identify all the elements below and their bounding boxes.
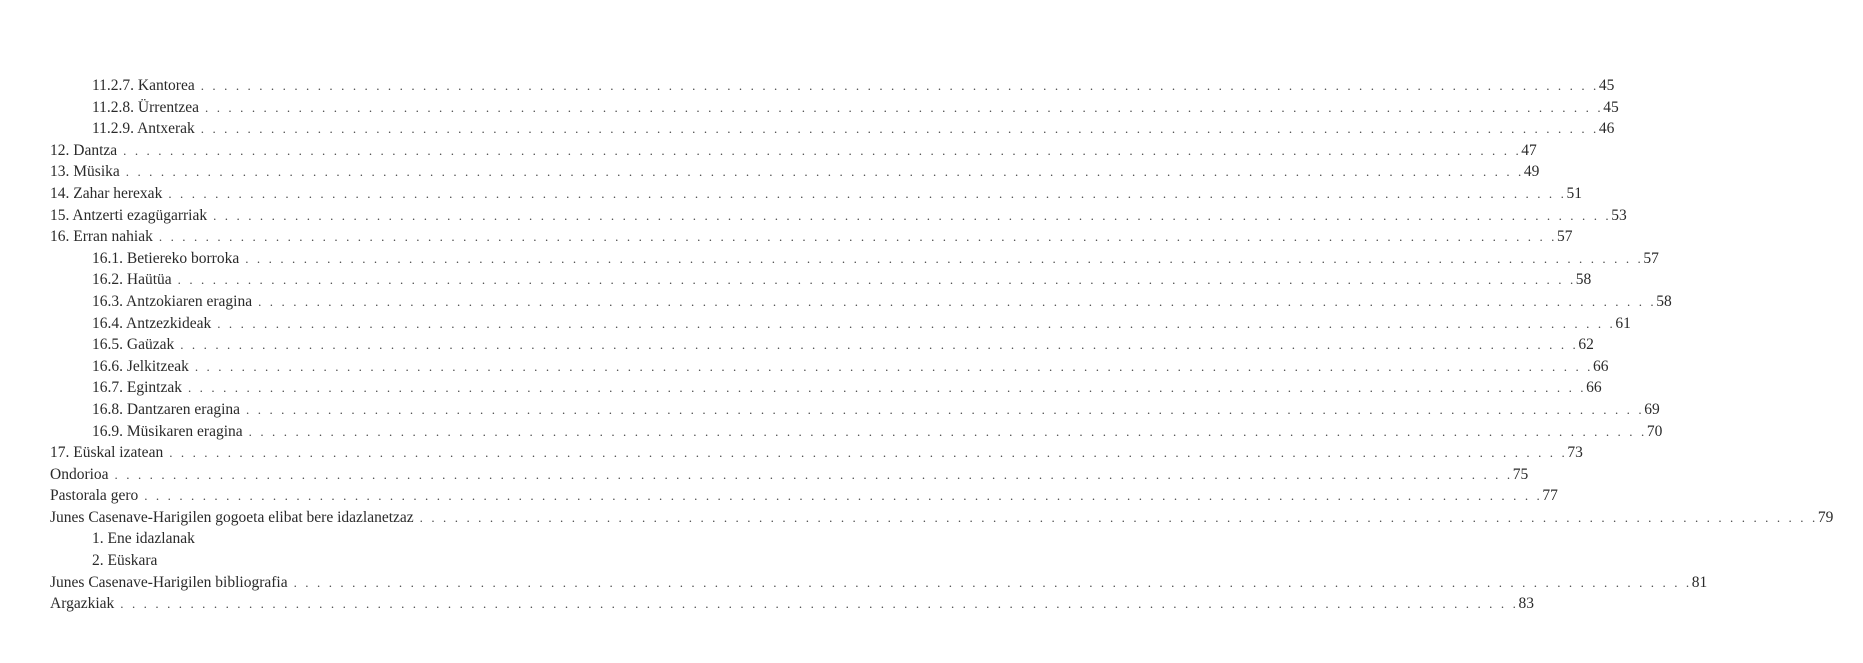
toc-leader-dots: . . . . . . . . . . . . . . . . . . . . . . . . . . . . . . . . . . . . . . . . . . . . . . . . . . . . . . . . . . . . . . . . . . . . . . . . . . . . . . . . . . . . . . . . . . . . . . . . . . . . . . . . . . . . . . . . . . . . . . . . — [200, 121, 1599, 137]
toc-entry-page: 49 — [1523, 163, 1540, 181]
toc-entry — [0, 421, 1663, 443]
toc-entry — [0, 356, 1609, 378]
toc-entry — [0, 183, 1582, 205]
toc-leader-dots: . . . . . . . . . . . . . . . . . . . . . . . . . . . . . . . . . . . . . . . . . . . . . . . . . . . . . . . . . . . . . . . . . . . . . . . . . . . . . . . . . . . . . . . . . . . . . . . . . . . . . . . . . . . . . . . . . . . . . . . . — [293, 574, 1692, 590]
toc-entry — [0, 75, 1615, 97]
toc-entry-page: 73 — [1567, 444, 1583, 462]
toc-entry-page: 66 — [1593, 357, 1609, 375]
toc-leader-dots: . . . . . . . . . . . . . . . . . . . . . . . . . . . . . . . . . . . . . . . . . . . . . . . . . . . . . . . . . . . . . . . . . . . . . . . . . . . . . . . . . . . . . . . . . . . . . . . . . . . . . . . . . . . . . . . . . . . . . . . . — [169, 445, 1568, 461]
toc-leader-dots: . . . . . . . . . . . . . . . . . . . . . . . . . . . . . . . . . . . . . . . . . . . . . . . . . . . . . . . . . . . . . . . . . . . . . . . . . . . . . . . . . . . . . . . . . . . . . . . . . . . . . . . . . . . . . . . . . . . . . . . . — [246, 401, 1645, 417]
toc-leader-dots: . . . . . . . . . . . . . . . . . . . . . . . . . . . . . . . . . . . . . . . . . . . . . . . . . . . . . . . . . . . . . . . . . . . . . . . . . . . . . . . . . . . . . . . . . . . . . . . . . . . . . . . . . . . . . . . . . . . . . . . . — [258, 293, 1657, 309]
toc-entry-title: 16.4. Antzezkideak — [92, 314, 212, 332]
toc-entry — [0, 269, 1592, 291]
toc-entry — [0, 226, 1573, 248]
toc-entry-title: 16.3. Antzokiaren eragina — [92, 292, 253, 310]
toc-entry-title: 11.2.9. Antxerak — [92, 120, 195, 138]
toc-leader-dots: . . . . . . . . . . . . . . . . . . . . . . . . . . . . . . . . . . . . . . . . . . . . . . . . . . . . . . . . . . . . . . . . . . . . . . . . . . . . . . . . . . . . . . . . . . . . . . . . . . . . . . . . . . . . . . . . . . . . . . . . — [205, 99, 1604, 115]
toc-entry-title: 12. Dantza — [50, 141, 118, 159]
toc-entry-page: 61 — [1615, 314, 1631, 332]
toc-leader-dots: . . . . . . . . . . . . . . . . . . . . . . . . . . . . . . . . . . . . . . . . . . . . . . . . . . . . . . . . . . . . . . . . . . . . . . . . . . . . . . . . . . . . . . . . . . . . . . . . . . . . . . . . . . . . . . . . . . . . . . . . — [248, 423, 1647, 439]
toc-entry-page: 46 — [1598, 120, 1615, 138]
toc-leader-dots: . . . . . . . . . . . . . . . . . . . . . . . . . . . . . . . . . . . . . . . . . . . . . . . . . . . . . . . . . . . . . . . . . . . . . . . . . . . . . . . . . . . . . . . . . . . . . . . . . . . . . . . . . . . . . . . . . . . . . . . . — [213, 207, 1612, 223]
toc-entry — [0, 313, 1631, 335]
toc-entry-page: 58 — [1575, 271, 1592, 289]
toc-entry — [0, 377, 1602, 399]
toc-entry-title: 15. Antzerti ezagügarriak — [50, 206, 208, 224]
toc-leader-dots: . . . . . . . . . . . . . . . . . . . . . . . . . . . . . . . . . . . . . . . . . . . . . . . . . . . . . . . . . . . . . . . . . . . . . . . . . . . . . . . . . . . . . . . . . . . . . . . . . . . . . . . . . . . . . . . . . . . . . . . . — [177, 272, 1576, 288]
toc-entry-title: Junes Casenave-Harigilen gogoeta elibat bere idazlanetzaz — [50, 508, 414, 526]
toc-entry — [0, 334, 1594, 356]
toc-entry-page: 47 — [1521, 141, 1537, 159]
toc-entry-title: 17. Eüskal izatean — [50, 444, 164, 462]
toc-leader-dots: . . . . . . . . . . . . . . . . . . . . . . . . . . . . . . . . . . . . . . . . . . . . . . . . . . . . . . . . . . . . . . . . . . . . . . . . . . . . . . . . . . . . . . . . . . . . . . . . . . . . . . . . . . . . . . . . . . . . . . . . — [168, 185, 1567, 201]
toc-entry-title: 16.2. Haütüa — [92, 271, 172, 289]
toc-entry — [0, 550, 600, 572]
toc-entry-page: 79 — [1817, 508, 1834, 526]
toc-entry-title: Pastorala gero — [50, 487, 139, 505]
toc-entry-page: 70 — [1646, 422, 1663, 440]
toc-entry-title: 16.8. Dantzaren eragina — [92, 400, 241, 418]
toc-entry-title: 14. Zahar herexak — [50, 184, 163, 202]
toc-entry-page: 57 — [1643, 249, 1659, 267]
toc-entry-title: Junes Casenave-Harigilen bibliografia — [50, 573, 288, 591]
toc-entry — [0, 248, 1659, 270]
toc-entry — [0, 593, 1534, 615]
toc-entry — [0, 161, 1540, 183]
toc-leader-dots: . . . . . . . . . . . . . . . . . . . . . . . . . . . . . . . . . . . . . . . . . . . . . . . . . . . . . . . . . . . . . . . . . . . . . . . . . . . . . . . . . . . . . . . . . . . . . . . . . . . . . . . . . . . . . . . . . . . . . . . . — [120, 596, 1519, 612]
toc-entry-title: Argazkiak — [50, 595, 115, 613]
toc-entry — [0, 528, 600, 550]
toc-leader-dots: . . . . . . . . . . . . . . . . . . . . . . . . . . . . . . . . . . . . . . . . . . . . . . . . . . . . . . . . . . . . . . . . . . . . . . . . . . . . . . . . . . . . . . . . . . . . . . . . . . . . . . . . . . . . . . . . . . . . . . . . — [194, 358, 1594, 374]
toc-entry-page: 57 — [1557, 228, 1573, 246]
toc-entry-title: 13. Müsika — [50, 163, 120, 181]
toc-entry — [0, 399, 1660, 421]
toc-leader-dots: . . . . . . . . . . . . . . . . . . . . . . . . . . . . . . . . . . . . . . . . . . . . . . . . . . . . . . . . . . . . . . . . . . . . . . . . . . . . . . . . . . . . . . . . . . . . . . . . . . . . . . . . . . . . . . . . . . . . . . . . — [187, 380, 1587, 396]
toc-leader-dots: . . . . . . . . . . . . . . . . . . . . . . . . . . . . . . . . . . . . . . . . . . . . . . . . . . . . . . . . . . . . . . . . . . . . . . . . . . . . . . . . . . . . . . . . . . . . . . . . . . . . . . . . . . . . . . . . . . . . . . . . — [123, 142, 1522, 158]
toc-entry — [0, 464, 1529, 486]
toc-entry-title: Ondorioa — [50, 465, 109, 483]
toc-entry-title: 16.1. Betiereko borroka — [92, 249, 240, 267]
toc-entry-page: 62 — [1578, 336, 1594, 354]
toc-entry-page: 81 — [1691, 573, 1708, 591]
toc-entry-page: 51 — [1566, 184, 1582, 202]
toc-entry-page: 77 — [1542, 487, 1558, 505]
toc-entry-page: 75 — [1512, 465, 1529, 483]
toc-entry-title: 16.7. Egintzak — [92, 379, 182, 397]
toc-entry-title: 16.6. Jelkitzeak — [92, 357, 189, 375]
toc-entry-title: 1. Ene idazlanak — [92, 530, 195, 548]
toc-entry-title: 16. Erran nahiak — [50, 228, 153, 246]
toc-entry — [0, 291, 1672, 313]
toc-entry-title: 11.2.8. Ürrentzea — [92, 98, 200, 116]
toc-entry — [0, 485, 1558, 507]
toc-entry — [0, 572, 1708, 594]
toc-leader-dots: . . . . . . . . . . . . . . . . . . . . . . . . . . . . . . . . . . . . . . . . . . . . . . . . . . . . . . . . . . . . . . . . . . . . . . . . . . . . . . . . . . . . . . . . . . . . . . . . . . . . . . . . . . . . . . . . . . . . . . . . — [114, 466, 1513, 482]
toc-entry-title: 16.5. Gaüzak — [92, 336, 175, 354]
toc-entry-page: 53 — [1611, 206, 1627, 224]
toc-entry-title: 11.2.7. Kantorea — [92, 77, 195, 94]
toc-leader-dots: . . . . . . . . . . . . . . . . . . . . . . . . . . . . . . . . . . . . . . . . . . . . . . . . . . . . . . . . . . . . . . . . . . . . . . . . . . . . . . . . . . . . . . . . . . . . . . . . . . . . . . . . . . . . . . . . . . . . . . . . — [245, 250, 1644, 266]
toc-entry — [0, 140, 1537, 162]
toc-leader-dots: . . . . . . . . . . . . . . . . . . . . . . . . . . . . . . . . . . . . . . . . . . . . . . . . . . . . . . . . . . . . . . . . . . . . . . . . . . . . . . . . . . . . . . . . . . . . . . . . . . . . . . . . . . . . . . . . . . . . . . . . — [200, 78, 1599, 93]
toc-leader-dots: . . . . . . . . . . . . . . . . . . . . . . . . . . . . . . . . . . . . . . . . . . . . . . . . . . . . . . . . . . . . . . . . . . . . . . . . . . . . . . . . . . . . . . . . . . . . . . . . . . . . . . . . . . . . . . . . . . . . . . . . — [180, 337, 1579, 353]
toc-entry — [0, 507, 1834, 529]
toc-leader-dots: . . . . . . . . . . . . . . . . . . . . . . . . . . . . . . . . . . . . . . . . . . . . . . . . . . . . . . . . . . . . . . . . . . . . . . . . . . . . . . . . . . . . . . . . . . . . . . . . . . . . . . . . . . . . . . . . . . . . . . . . — [419, 509, 1818, 525]
toc-entry — [0, 205, 1627, 227]
toc-entry-page: 45 — [1603, 98, 1619, 116]
toc-entry-title: 2. Eüskara — [92, 552, 158, 570]
toc-entry-page: 66 — [1586, 379, 1602, 397]
toc-leader-dots: . . . . . . . . . . . . . . . . . . . . . . . . . . . . . . . . . . . . . . . . . . . . . . . . . . . . . . . . . . . . . . . . . . . . . . . . . . . . . . . . . . . . . . . . . . . . . . . . . . . . . . . . . . . . . . . . . . . . . . . . — [158, 229, 1558, 245]
toc-leader-dots: . . . . . . . . . . . . . . . . . . . . . . . . . . . . . . . . . . . . . . . . . . . . . . . . . . . . . . . . . . . . . . . . . . . . . . . . . . . . . . . . . . . . . . . . . . . . . . . . . . . . . . . . . . . . . . . . . . . . . . . . — [125, 164, 1524, 180]
toc-entry-page: 58 — [1656, 292, 1672, 310]
toc-entry-page: 45 — [1598, 77, 1615, 94]
toc-entry — [0, 442, 1583, 464]
toc-entry — [0, 118, 1615, 140]
toc-entry-page: 69 — [1644, 400, 1660, 418]
toc-entry — [0, 97, 1619, 119]
toc-leader-dots: . . . . . . . . . . . . . . . . . . . . . . . . . . . . . . . . . . . . . . . . . . . . . . . . . . . . . . . . . . . . . . . . . . . . . . . . . . . . . . . . . . . . . . . . . . . . . . . . . . . . . . . . . . . . . . . . . . . . . . . . — [217, 315, 1616, 331]
toc-entry-title: 16.9. Müsikaren eragina — [92, 422, 243, 440]
toc-entry-page: 83 — [1518, 595, 1534, 613]
table-of-contents — [0, 75, 1834, 615]
toc-leader-dots: . . . . . . . . . . . . . . . . . . . . . . . . . . . . . . . . . . . . . . . . . . . . . . . . . . . . . . . . . . . . . . . . . . . . . . . . . . . . . . . . . . . . . . . . . . . . . . . . . . . . . . . . . . . . . . . . . . . . . . . . — [144, 488, 1543, 504]
